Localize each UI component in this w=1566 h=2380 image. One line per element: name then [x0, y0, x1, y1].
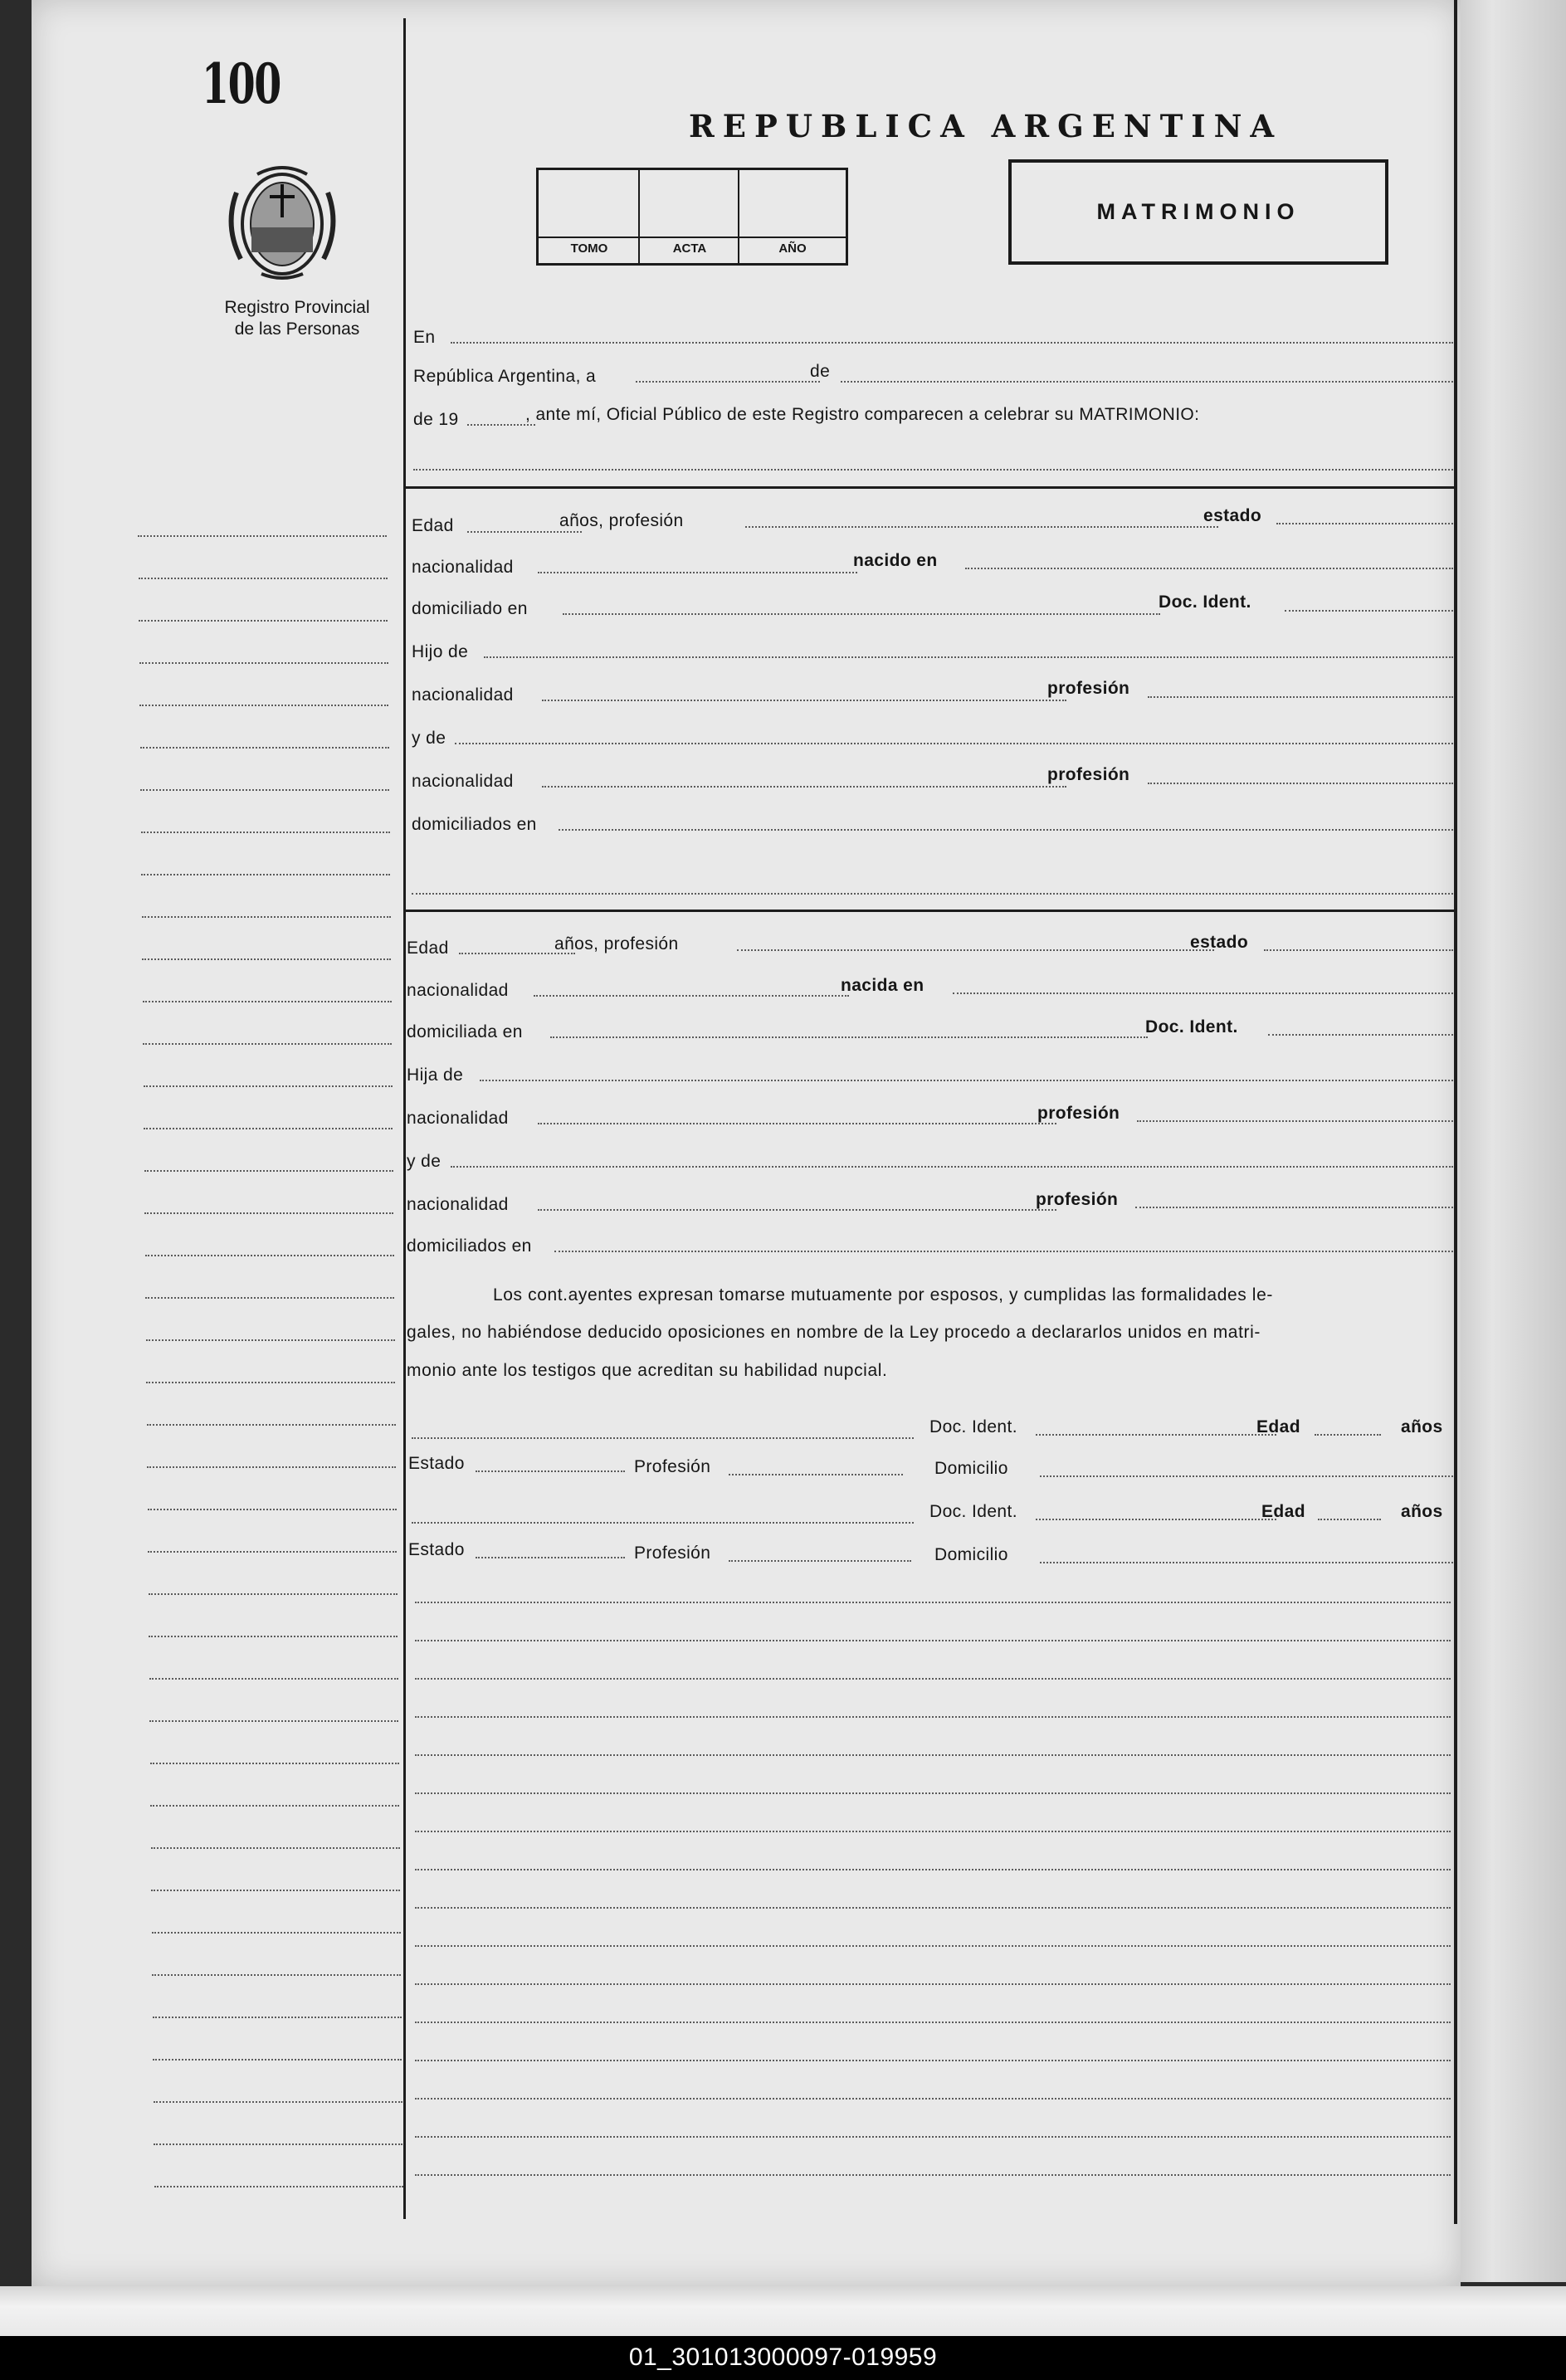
intro-extra-line[interactable]	[413, 469, 1453, 471]
groom-parents-domicile-label: domiciliados en	[412, 815, 537, 834]
groom-parents-domicile-line[interactable]	[559, 829, 1453, 831]
witness1-id-line[interactable]	[1036, 1434, 1276, 1436]
column-divider	[403, 18, 406, 2219]
margin-note-line[interactable]	[153, 2017, 402, 2018]
declaration-line-2: gales, no habiéndose deducido oposiciones en nombre de la Ley procedo a declararlos unidos en matri-	[407, 1323, 1261, 1342]
record-number-box	[536, 168, 848, 266]
signature-line[interactable]	[415, 1678, 1451, 1680]
margin-note-line[interactable]	[148, 1509, 397, 1510]
margin-note-line[interactable]	[139, 578, 388, 579]
witness1-profession-label: Profesión	[634, 1457, 711, 1476]
bride-parent1-profession-label: profesión	[1037, 1104, 1120, 1123]
margin-note-line[interactable]	[154, 2186, 403, 2187]
witness2-status-label: Estado	[408, 1540, 465, 1559]
witness2-years: años	[1401, 1502, 1443, 1521]
groom-parent2-line[interactable]	[455, 743, 1453, 744]
margin-note-line[interactable]	[152, 1974, 401, 1976]
signature-line[interactable]	[415, 2098, 1451, 2100]
margin-note-line[interactable]	[143, 1043, 392, 1045]
witness1-status-label: Estado	[408, 1454, 465, 1473]
signature-line[interactable]	[415, 1640, 1451, 1641]
margin-note-line[interactable]	[147, 1466, 396, 1468]
witness2-id-label: Doc. Ident.	[929, 1502, 1017, 1521]
signature-line[interactable]	[415, 1831, 1451, 1832]
groom-extra-line[interactable]	[412, 893, 1453, 895]
record-type: MATRIMONIO	[1096, 199, 1300, 224]
groom-nationality-label: nacionalidad	[412, 558, 514, 577]
margin-note-line[interactable]	[140, 789, 389, 791]
groom-parent1-nationality-label: nacionalidad	[412, 685, 514, 705]
signature-line[interactable]	[415, 2174, 1451, 2176]
groom-domicile-label: domiciliado en	[412, 599, 528, 618]
groom-parent2-nationality-label: nacionalidad	[412, 772, 514, 791]
groom-parent1-label: Hijo de	[412, 642, 469, 661]
signature-line[interactable]	[415, 1754, 1451, 1756]
margin-note-line[interactable]	[141, 874, 390, 875]
bride-parent2-nationality-label: nacionalidad	[407, 1195, 509, 1214]
witness1-address-line[interactable]	[1040, 1475, 1453, 1477]
bride-parents-domicile-line[interactable]	[554, 1251, 1453, 1252]
bride-parent2-profession-line[interactable]	[1135, 1207, 1453, 1208]
bride-parent2-profession-label: profesión	[1036, 1190, 1119, 1209]
bride-parent2-line[interactable]	[451, 1166, 1453, 1168]
declaration-line-1: Los cont.ayentes expresan tomarse mutuamente por esposos, y cumplidas las formalidades le-	[493, 1285, 1273, 1305]
date-prefix: República Argentina, a	[413, 367, 597, 386]
margin-note-line[interactable]	[139, 662, 388, 664]
bride-parent1-profession-line[interactable]	[1137, 1120, 1453, 1122]
bride-status-line[interactable]	[1264, 949, 1453, 951]
date-of: de	[810, 362, 831, 381]
signature-line[interactable]	[415, 2136, 1451, 2138]
section-divider-bride	[405, 910, 1454, 912]
margin-note-line[interactable]	[142, 916, 391, 918]
groom-id-line[interactable]	[1285, 610, 1453, 612]
groom-parent1-profession-line[interactable]	[1148, 696, 1453, 698]
margin-note-line[interactable]	[149, 1720, 398, 1722]
place-line[interactable]	[451, 342, 1453, 344]
right-border	[1454, 0, 1457, 2224]
signature-line[interactable]	[415, 1602, 1451, 1603]
signature-line[interactable]	[415, 2022, 1451, 2023]
bride-parent1-line[interactable]	[480, 1080, 1453, 1081]
groom-profession-line[interactable]	[745, 526, 1218, 528]
scan-id: 01_301013000097-019959	[628, 2343, 938, 2371]
month-line[interactable]	[841, 381, 1453, 383]
record-type-box	[1008, 159, 1388, 265]
margin-note-line[interactable]	[149, 1636, 398, 1637]
margin-note-line[interactable]	[141, 832, 390, 833]
witness2-address-line[interactable]	[1040, 1562, 1453, 1563]
witness1-name-line[interactable]	[412, 1437, 914, 1439]
bride-parent1-nationality-label: nacionalidad	[407, 1109, 509, 1128]
margin-note-line[interactable]	[144, 1212, 393, 1214]
margin-note-line[interactable]	[143, 1001, 392, 1002]
groom-parent1-nationality-line[interactable]	[542, 700, 1066, 701]
signature-line[interactable]	[415, 1716, 1451, 1718]
groom-parent2-profession-label: profesión	[1047, 765, 1130, 784]
witness1-id-label: Doc. Ident.	[929, 1417, 1017, 1436]
margin-note-line[interactable]	[153, 2059, 402, 2061]
margin-note-line[interactable]	[151, 1847, 400, 1849]
volume-label: TOMO	[570, 241, 608, 256]
bride-nationality-label: nacionalidad	[407, 981, 509, 1000]
groom-domicile-line[interactable]	[563, 613, 1160, 615]
signature-line[interactable]	[415, 1907, 1451, 1909]
bride-age-label: Edad	[407, 939, 449, 958]
witness2-profession-label: Profesión	[634, 1544, 711, 1563]
signature-line[interactable]	[415, 1792, 1451, 1794]
witness1-status-line[interactable]	[476, 1470, 625, 1472]
groom-status-line[interactable]	[1276, 523, 1453, 524]
margin-note-line[interactable]	[146, 1382, 395, 1383]
witness1-address-label: Domicilio	[934, 1459, 1008, 1478]
witness2-id-line[interactable]	[1036, 1519, 1276, 1520]
bride-domicile-label: domiciliada en	[407, 1022, 523, 1041]
bride-status-label: estado	[1190, 933, 1249, 952]
margin-note-line[interactable]	[144, 1128, 393, 1129]
margin-note-line[interactable]	[145, 1297, 394, 1299]
next-page-edge	[1461, 0, 1566, 2282]
bride-parent1-label: Hija de	[407, 1066, 464, 1085]
margin-note-line[interactable]	[150, 1805, 399, 1807]
margin-note-line[interactable]	[139, 705, 388, 706]
bride-id-label: Doc. Ident.	[1145, 1017, 1238, 1036]
margin-note-line[interactable]	[139, 620, 388, 622]
bride-parent1-nationality-line[interactable]	[538, 1123, 1056, 1124]
witness2-status-line[interactable]	[476, 1557, 625, 1558]
intro-statement: , ante mí, Oficial Público de este Registro comparecen a celebrar su MATRIMONIO:	[525, 405, 1200, 424]
witness2-name-line[interactable]	[412, 1522, 914, 1524]
year-prefix: de 19	[413, 410, 459, 429]
signature-line[interactable]	[415, 1869, 1451, 1870]
groom-parent1-profession-label: profesión	[1047, 679, 1130, 698]
witness1-profession-line[interactable]	[729, 1474, 903, 1475]
margin-note-line[interactable]	[142, 958, 391, 960]
witness2-address-label: Domicilio	[934, 1545, 1008, 1564]
registry-name: Registro Provincial de las Personas	[224, 298, 370, 339]
margin-note-line[interactable]	[148, 1551, 397, 1553]
groom-age-line[interactable]	[467, 531, 582, 533]
groom-born-label: nacido en	[853, 551, 938, 570]
margin-note-line[interactable]	[149, 1593, 398, 1595]
section-divider-groom	[405, 486, 1454, 489]
signature-line[interactable]	[415, 1983, 1451, 1985]
groom-id-label: Doc. Ident.	[1159, 593, 1251, 612]
bride-nationality-line[interactable]	[534, 995, 849, 997]
witness1-age-label: Edad	[1256, 1417, 1300, 1436]
groom-parent2-nationality-line[interactable]	[542, 786, 1066, 788]
bride-born-line[interactable]	[953, 992, 1453, 994]
page-number: 100	[202, 51, 281, 116]
margin-note-line[interactable]	[154, 2101, 402, 2103]
signature-line[interactable]	[415, 2060, 1451, 2061]
margin-note-line[interactable]	[144, 1170, 393, 1172]
groom-parent2-label: y de	[412, 729, 446, 748]
witness2-age-line[interactable]	[1318, 1519, 1381, 1520]
witness1-years: años	[1401, 1417, 1443, 1436]
declaration-line-3: monio ante los testigos que acreditan su habilidad nupcial.	[407, 1361, 888, 1380]
witness1-age-line[interactable]	[1315, 1434, 1381, 1436]
country-title: REPUBLICA ARGENTINA	[689, 108, 1283, 144]
bride-parent2-nationality-line[interactable]	[538, 1209, 1056, 1211]
bride-born-label: nacida en	[841, 976, 924, 995]
margin-note-line[interactable]	[152, 1932, 401, 1934]
scanner-bed	[0, 2286, 1566, 2336]
groom-parent1-line[interactable]	[484, 656, 1453, 658]
margin-note-line[interactable]	[147, 1424, 396, 1426]
certificate-page	[32, 0, 1461, 2286]
witness2-age-label: Edad	[1261, 1502, 1305, 1521]
margin-note-line[interactable]	[138, 535, 387, 537]
signature-line[interactable]	[415, 1945, 1451, 1947]
bride-domicile-line[interactable]	[550, 1036, 1148, 1038]
day-line[interactable]	[636, 381, 820, 383]
margin-note-line[interactable]	[150, 1763, 399, 1764]
margin-note-line[interactable]	[146, 1339, 395, 1341]
year-label: AÑO	[778, 241, 807, 256]
coat-of-arms-icon	[212, 159, 353, 282]
groom-born-line[interactable]	[965, 568, 1453, 569]
bride-profession-line[interactable]	[737, 949, 1214, 951]
margin-note-line[interactable]	[151, 1890, 400, 1891]
margin-note-line[interactable]	[140, 747, 389, 749]
bride-parents-domicile-label: domiciliados en	[407, 1236, 532, 1256]
margin-note-line[interactable]	[154, 2143, 402, 2145]
bride-parent2-label: y de	[407, 1152, 442, 1171]
margin-note-line[interactable]	[149, 1678, 398, 1680]
witness2-profession-line[interactable]	[729, 1560, 911, 1562]
groom-profession-label: años, profesión	[559, 511, 684, 530]
margin-note-line[interactable]	[145, 1255, 394, 1256]
record-label: ACTA	[672, 241, 707, 256]
place-label: En	[413, 328, 436, 347]
margin-note-line[interactable]	[144, 1085, 393, 1087]
groom-nationality-line[interactable]	[538, 572, 857, 573]
bride-id-line[interactable]	[1268, 1034, 1453, 1036]
groom-age-label: Edad	[412, 516, 454, 535]
groom-status-label: estado	[1203, 506, 1262, 525]
groom-parent2-profession-line[interactable]	[1148, 783, 1453, 784]
bride-profession-label: años, profesión	[554, 934, 679, 953]
